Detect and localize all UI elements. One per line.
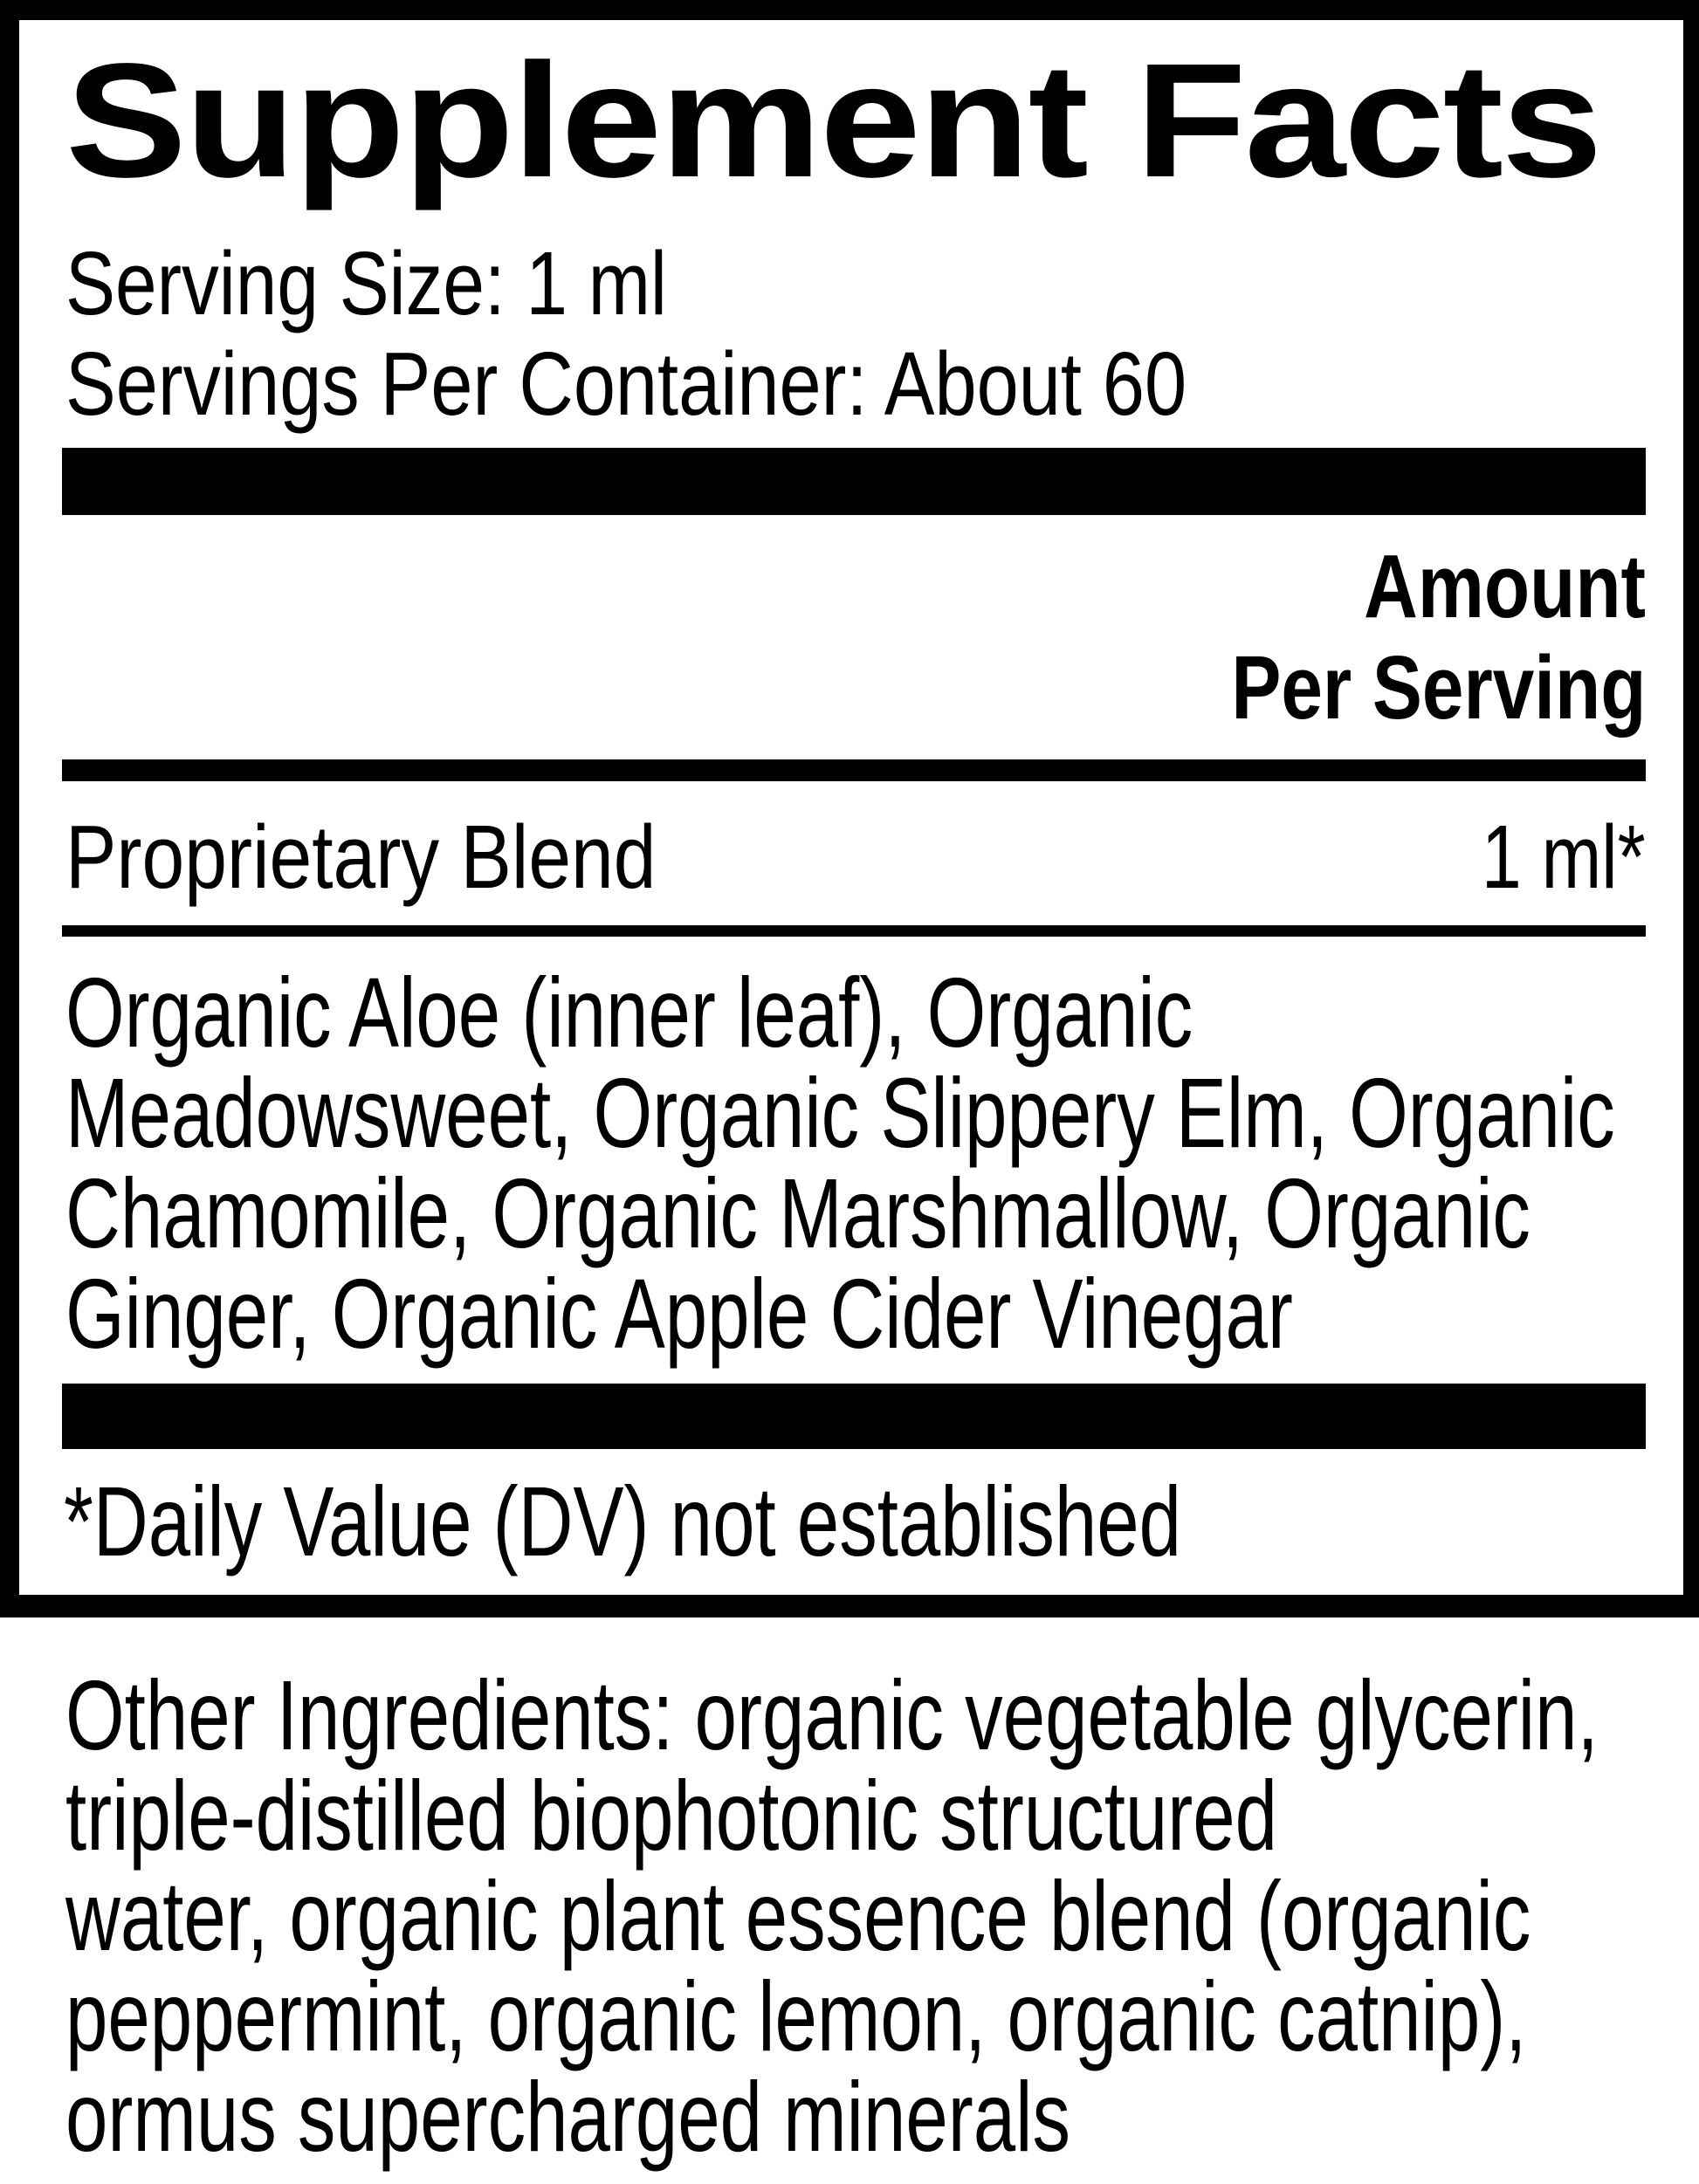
other-ingredients-line: Other Ingredients: organic vegetable glycerin,	[65, 1660, 1599, 1770]
divider-thin-under-header	[62, 759, 1646, 781]
amount-header-line1: Amount	[1364, 536, 1646, 636]
blend-ingredients-line: Ginger, Organic Apple Cider Vinegar	[65, 1259, 1293, 1369]
other-ingredients-line: water, organic plant essence blend (organic	[65, 1861, 1531, 1971]
blend-ingredients-line: Organic Aloe (inner leaf), Organic	[65, 958, 1193, 1068]
blend-amount: 1 ml*	[1482, 807, 1646, 907]
blend-name: Proprietary Blend	[65, 807, 657, 907]
panel-title	[65, 31, 1601, 211]
amount-header-line2: Per Serving	[1230, 637, 1646, 738]
blend-ingredients-line: Chamomile, Organic Marshmallow, Organic	[65, 1158, 1530, 1268]
divider-hairline-under-blend	[62, 925, 1646, 937]
other-ingredients-line: triple-distilled biophotonic structured	[65, 1761, 1278, 1871]
servings-per-container: Servings Per Container: About 60	[65, 333, 1187, 434]
other-ingredients-line: ormus supercharged minerals	[65, 2062, 1070, 2172]
blend-ingredients-line: Meadowsweet, Organic Slippery Elm, Organic	[65, 1058, 1615, 1168]
divider-heavy-top	[62, 448, 1646, 515]
daily-value-footnote: *Daily Value (DV) not established	[64, 1466, 1182, 1576]
serving-size: Serving Size: 1 ml	[65, 233, 667, 333]
divider-heavy-bottom	[62, 1384, 1646, 1449]
other-ingredients-line: peppermint, organic lemon, organic catnip),	[65, 1961, 1527, 2071]
panel-title-text: Supplement Facts	[65, 31, 1601, 211]
